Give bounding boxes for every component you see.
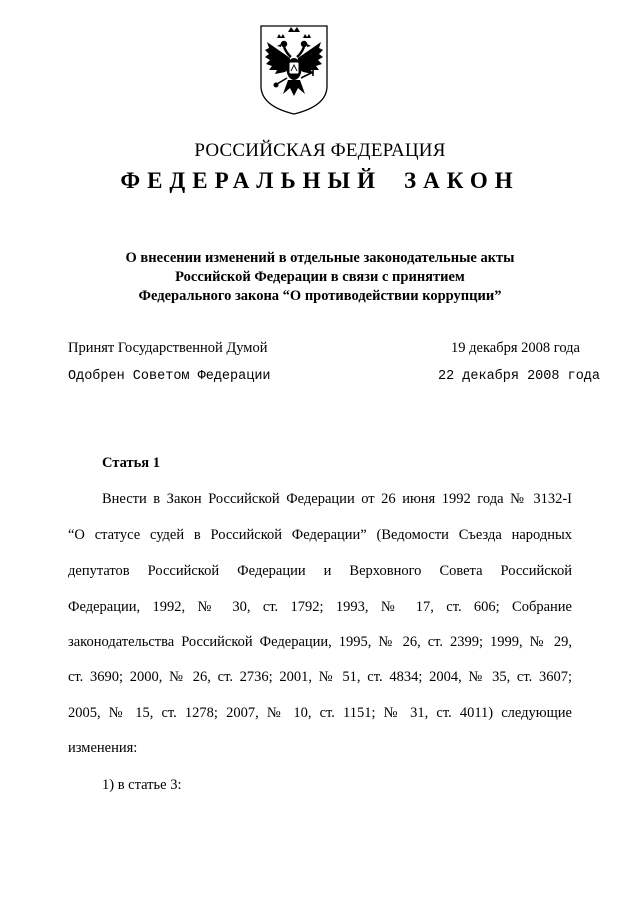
law-title-line-3: Федерального закона “О противодействии коррупции” (138, 288, 502, 304)
adoption-duma-label: Принят Государственной Думой (68, 340, 268, 356)
article-line-3: депутатов Российской Федерации и Верховного Совета Российской (68, 563, 572, 579)
country-name: РОССИЙСКАЯ ФЕДЕРАЦИЯ (194, 140, 446, 161)
article-item-1: 1) в статье 3: (102, 777, 182, 793)
article-heading: Статья 1 (102, 455, 160, 471)
article-line-1: Внести в Закон Российской Федерации от 26 июня 1992 года № 3132-I (102, 491, 572, 507)
adoption-duma-row (68, 340, 600, 360)
law-title-line-2: Российской Федерации в связи с принятием (175, 269, 465, 285)
document-type-word-2: ЗАКОН (404, 168, 520, 193)
article-line-7: 2005, № 15, ст. 1278; 2007, № 10, ст. 1151; № 31, ст. 4011) следующие (68, 705, 572, 721)
adoption-council-row (68, 369, 600, 389)
adoption-duma-date: 19 декабря 2008 года (451, 340, 580, 356)
adoption-council-label: Одобрен Советом Федерации (68, 369, 271, 384)
adoption-council-date: 22 декабря 2008 года (437, 369, 600, 384)
law-title (60, 249, 580, 306)
document-type-word-1: ФЕДЕРАЛЬНЫЙ (120, 168, 383, 193)
article-line-8: изменения: (68, 740, 138, 756)
article-line-2: “О статусе судей в Российской Федерации” (Ведомости Съезда народных (68, 527, 572, 543)
document-type (0, 168, 640, 194)
article-line-5: законодательства Российской Федерации, 1995, № 26, ст. 2399; 1999, № 29, (68, 634, 572, 650)
article-line-6: ст. 3690; 2000, № 26, ст. 2736; 2001, № 51, ст. 4834; 2004, № 35, ст. 3607; (68, 669, 572, 685)
russian-coat-of-arms-icon (257, 24, 331, 116)
article-line-4: Федерации, 1992, № 30, ст. 1792; 1993, № 17, ст. 606; Собрание (68, 599, 572, 615)
law-title-line-1: О внесении изменений в отдельные законодательные акты (125, 250, 515, 266)
